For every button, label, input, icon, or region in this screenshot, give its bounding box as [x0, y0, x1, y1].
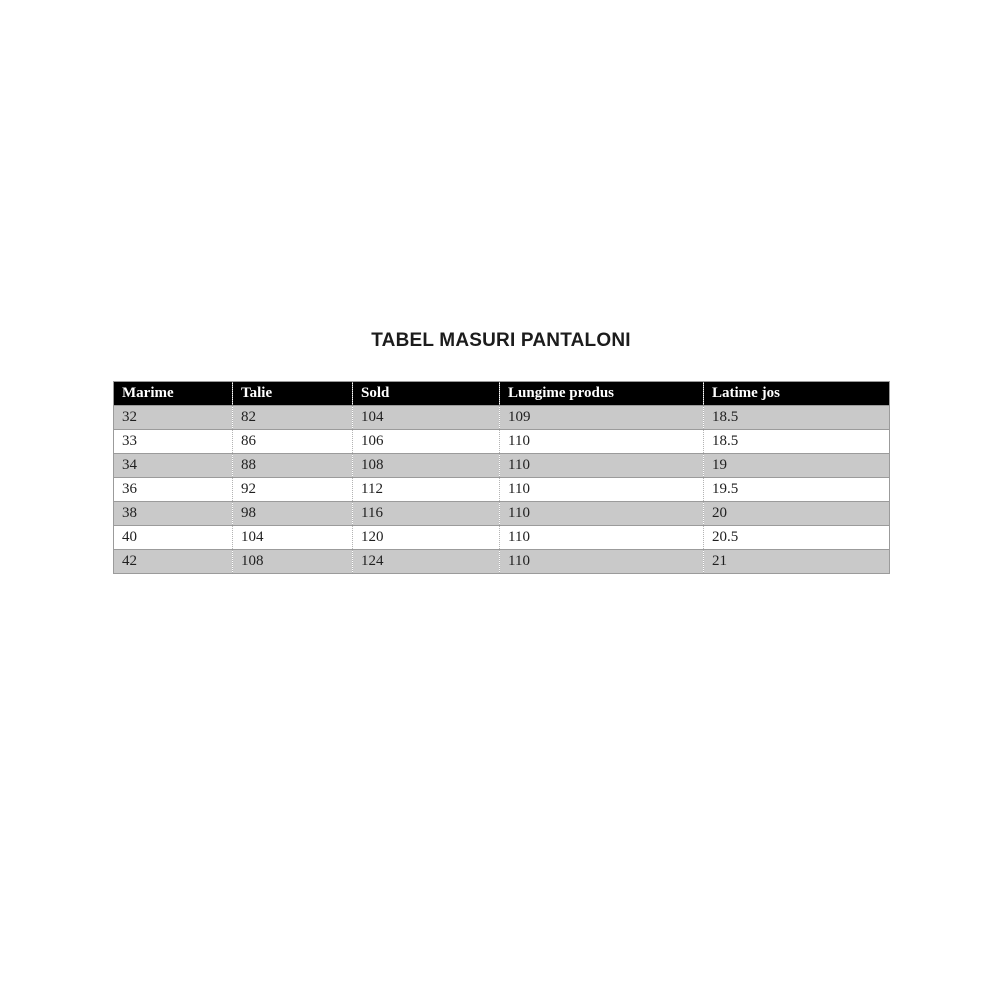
table-cell: 19.5: [704, 478, 890, 502]
table-cell: 106: [353, 430, 500, 454]
table-cell: 116: [353, 502, 500, 526]
table-cell: 20: [704, 502, 890, 526]
table-cell: 88: [233, 454, 353, 478]
table-cell: 108: [353, 454, 500, 478]
table-cell: 120: [353, 526, 500, 550]
table-row: [114, 430, 890, 454]
table-cell: 42: [114, 550, 233, 574]
table-cell: 110: [500, 550, 704, 574]
table-cell: 98: [233, 502, 353, 526]
table-cell: 82: [233, 406, 353, 430]
table-cell: 19: [704, 454, 890, 478]
table-cell: 110: [500, 478, 704, 502]
column-header: Lungime produs: [500, 382, 704, 406]
column-header: Latime jos: [704, 382, 890, 406]
table-cell: 33: [114, 430, 233, 454]
table-cell: 110: [500, 502, 704, 526]
column-header: Sold: [353, 382, 500, 406]
table-row: [114, 478, 890, 502]
size-chart-table: [113, 381, 890, 574]
table-cell: 104: [353, 406, 500, 430]
table-cell: 110: [500, 526, 704, 550]
table-cell: 108: [233, 550, 353, 574]
table-cell: 18.5: [704, 406, 890, 430]
table-cell: 38: [114, 502, 233, 526]
table-cell: 109: [500, 406, 704, 430]
table-row: [114, 502, 890, 526]
table-cell: 34: [114, 454, 233, 478]
table-cell: 40: [114, 526, 233, 550]
column-header: Marime: [114, 382, 233, 406]
page-title: TABEL MASURI PANTALONI: [371, 330, 631, 351]
table-cell: 20.5: [704, 526, 890, 550]
table-header: [114, 382, 890, 406]
table-cell: 92: [233, 478, 353, 502]
table-row: [114, 454, 890, 478]
table-row: [114, 406, 890, 430]
table-cell: 112: [353, 478, 500, 502]
table-cell: 36: [114, 478, 233, 502]
table-body: [114, 406, 890, 574]
table-row: [114, 526, 890, 550]
table-cell: 110: [500, 454, 704, 478]
table-cell: 124: [353, 550, 500, 574]
table-cell: 110: [500, 430, 704, 454]
table-row: [114, 550, 890, 574]
table-cell: 86: [233, 430, 353, 454]
table-cell: 104: [233, 526, 353, 550]
table-cell: 32: [114, 406, 233, 430]
table-cell: 21: [704, 550, 890, 574]
column-header: Talie: [233, 382, 353, 406]
header-row: [114, 382, 890, 406]
table-cell: 18.5: [704, 430, 890, 454]
